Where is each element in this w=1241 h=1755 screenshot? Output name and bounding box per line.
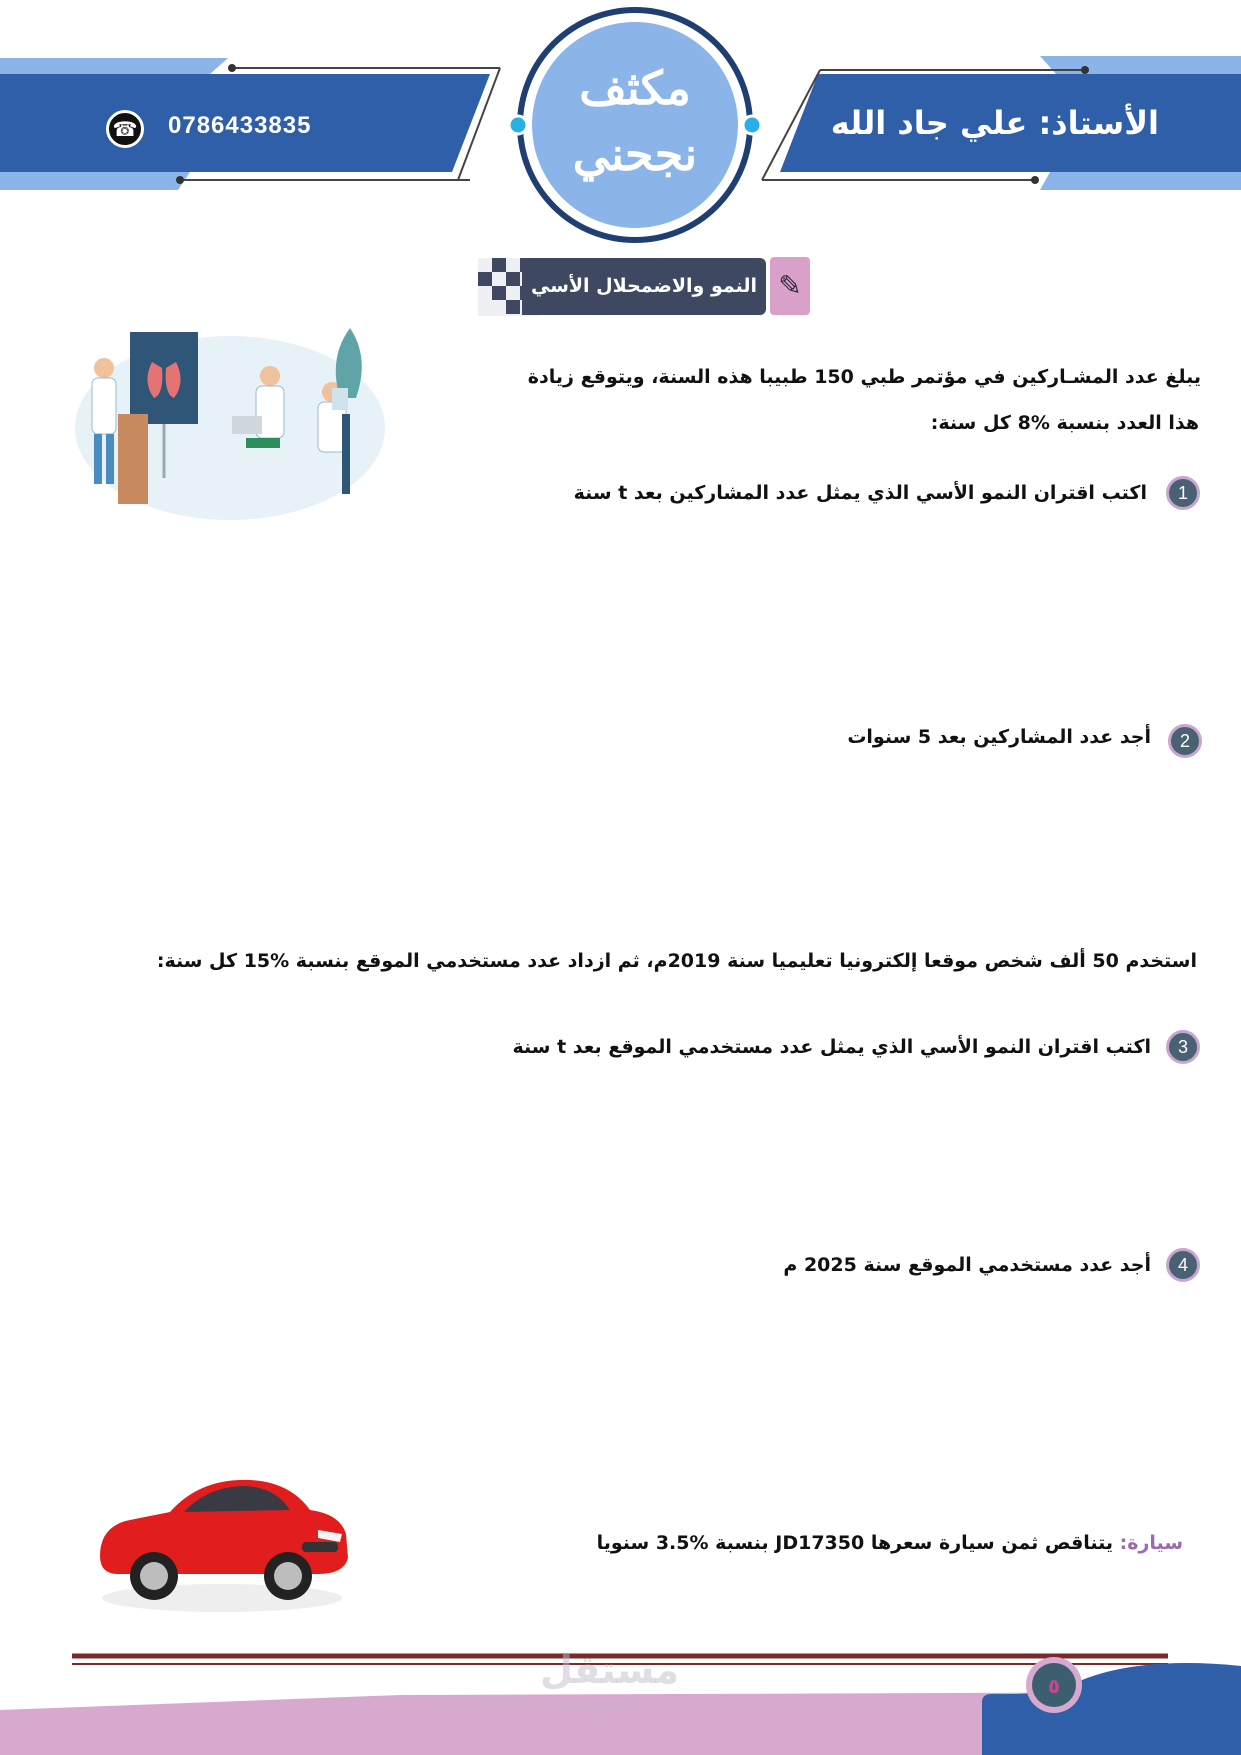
teacher-name: الأستاذ: علي جاد الله: [830, 104, 1159, 142]
problem3-body: يتناقص ثمن سيارة سعرها JD17350 بنسبة %3.5 سنويا: [596, 1532, 1120, 1554]
red-car-illustration: [92, 1452, 352, 1622]
question-number-2: 2: [1168, 724, 1202, 758]
watermark-logo: مستقل: [540, 1648, 679, 1692]
question-1-text: اكتب اقتران النمو الأسي الذي يمثل عدد المشاركين بعد t سنة: [573, 482, 1147, 504]
brand-logo-text: [540, 55, 730, 187]
question-number-1: 1: [1166, 476, 1200, 510]
problem3-text: [597, 1532, 1183, 1554]
question-2-text: أجد عدد المشاركين بعد 5 سنوات: [847, 726, 1151, 748]
lesson-title: النمو والاضمحلال الأسي: [530, 275, 758, 297]
question-4-text: أجد عدد مستخدمي الموقع سنة 2025 م: [783, 1254, 1151, 1276]
problem1-intro-line2: هذا العدد بنسبة %8 كل سنة:: [930, 412, 1199, 434]
watermark-url: mostaql.com: [548, 1696, 639, 1713]
question-number-3: 3: [1166, 1030, 1200, 1064]
brand-line-2: نجحني: [572, 127, 698, 181]
pen-icon: ✎: [770, 257, 810, 315]
phone-icon: ☎: [106, 110, 144, 148]
page-number: ٥: [1047, 1674, 1061, 1698]
question-3-text: اكتب اقتران النمو الأسي الذي يمثل عدد مستخدمي الموقع بعد t سنة: [512, 1036, 1151, 1058]
question-number-4: 4: [1166, 1248, 1200, 1282]
phone-number: 0786433835: [168, 112, 312, 139]
doctors-illustration: [70, 318, 390, 526]
problem1-intro-line1: يبلغ عدد المشـاركين في مؤتمر طبي 150 طبيبا هذه السنة، ويتوقع زيادة: [527, 366, 1201, 388]
brand-line-1: مكثف: [579, 61, 691, 115]
problem2-intro: استخدم 50 ألف شخص موقعا إلكترونيا تعليميا سنة 2019م، ثم ازداد عدد مستخدمي الموقع بنسبة %15 كل سنة:: [156, 950, 1197, 972]
problem3-label: سيارة:: [1119, 1532, 1183, 1554]
